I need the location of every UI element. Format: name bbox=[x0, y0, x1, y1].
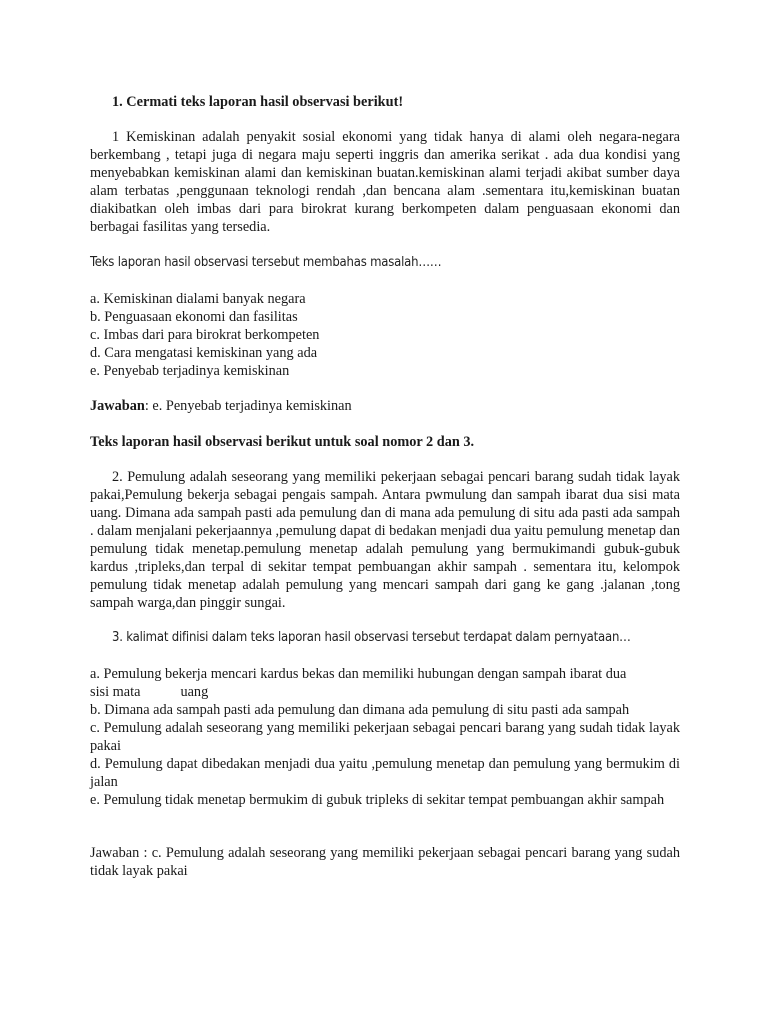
q1-option-d: d. Cara mengatasi kemiskinan yang ada bbox=[90, 345, 318, 361]
q1-option-a: a. Kemiskinan dialami banyak negara bbox=[90, 291, 306, 307]
q1-answer-label: Jawaban bbox=[90, 398, 145, 414]
q3-option-a-line2-part1: sisi mata bbox=[90, 684, 141, 700]
q3-options bbox=[90, 665, 680, 809]
q1-answer bbox=[90, 397, 680, 415]
q3-option-a-line2-part2: uang bbox=[180, 684, 209, 700]
q3-option-a-line1: a. Pemulung bekerja mencari kardus bekas dan memiliki hubungan dengan sampah ibarat dua bbox=[90, 666, 627, 682]
q3-question: 3. kalimat difinisi dalam teks laporan hasil observasi tersebut terdapat dalam pernyataan… bbox=[112, 630, 631, 645]
q1-options bbox=[90, 290, 680, 380]
section2-heading: Teks laporan hasil observasi berikut untuk soal nomor 2 dan 3. bbox=[90, 434, 475, 450]
q1-question: Teks laporan hasil observasi tersebut membahas masalah…… bbox=[90, 255, 442, 270]
q3-option-c: c. Pemulung adalah seseorang yang memiliki pekerjaan sebagai pencari barang yang sudah tidak layak pakai bbox=[90, 720, 680, 754]
q1-answer-text: : e. Penyebab terjadinya kemiskinan bbox=[144, 398, 352, 414]
q1-option-e: e. Penyebab terjadinya kemiskinan bbox=[90, 363, 290, 379]
q1-heading: 1. Cermati teks laporan hasil observasi berikut! bbox=[112, 94, 404, 110]
q3-option-e: e. Pemulung tidak menetap bermukim di gubuk tripleks di sekitar tempat pembuangan akhir sampah bbox=[90, 792, 665, 808]
q1-option-b: b. Penguasaan ekonomi dan fasilitas bbox=[90, 309, 298, 325]
q3-option-a bbox=[90, 665, 680, 701]
q2-paragraph: 2. Pemulung adalah seseorang yang memiliki pekerjaan sebagai pencari barang sudah tidak layak pakai,Pemulung bekerja sebagai pengais sampah. Antara pwmulung dan sampah ibarat dua sisi mata uang. Dimana ada sampah pasti ada pemulung dan di mana ada pemulung di situ ada pasti ada sampah . dalam menjalani pekerjaannya ,pemulung dapat di bedakan menjadi dua yaitu pemulung menetap dan pemulung tidak menetap.pemulung menetap adalah pemulung yang bermukimandi gubuk-gubuk kardus ,tripleks,dan terpal di sekitar tempat pembuangan akhir sampah . sementara itu, kelompok pemulung tidak menetap adalah pemulung yang mencari sampah dari gang ke gang .jalanan ,tong sampah warga,dan pinggir sungai. bbox=[90, 469, 680, 611]
q1-option-c: c. Imbas dari para birokrat berkompeten bbox=[90, 327, 320, 343]
q3-option-b: b. Dimana ada sampah pasti ada pemulung dan dimana ada pemulung di situ pasti ada sampah bbox=[90, 702, 630, 718]
q3-option-d: d. Pemulung dapat dibedakan menjadi dua yaitu ,pemulung menetap dan pemulung yang bermukim di jalan bbox=[90, 756, 680, 790]
q3-answer: Jawaban : c. Pemulung adalah seseorang yang memiliki pekerjaan sebagai pencari barang yang sudah tidak layak pakai bbox=[90, 845, 680, 879]
q1-paragraph: 1 Kemiskinan adalah penyakit sosial ekonomi yang tidak hanya di alami oleh negara-negara berkembang , tetapi juga di negara maju seperti inggris dan amerika serikat . ada dua kondisi yang menyebabkan kemiskinan alami dan kemiskinan buatan.kemiskinan alami terjadi akibat sumber daya alam terbatas ,penggunaan teknologi rendah ,dan bencana alam .sementara itu,kemiskinan buatan diakibatkan oleh imbas dari para birokrat kurang berkompeten dalam penguasaan ekonomi dan berbagai fasilitas yang tersedia. bbox=[90, 129, 680, 235]
